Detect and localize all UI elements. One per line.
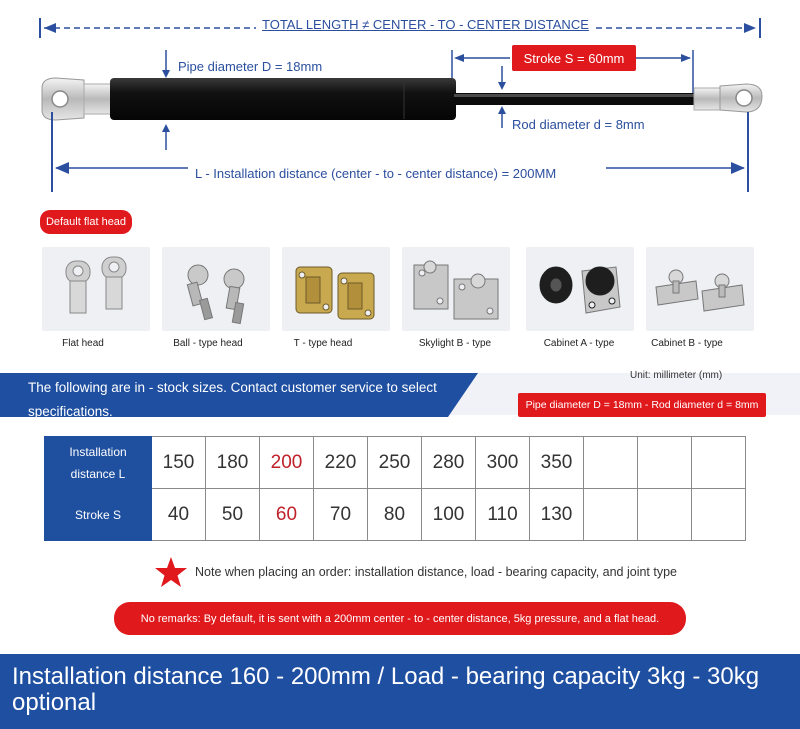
- default-head-badge: Default flat head: [40, 210, 132, 234]
- bottom-banner-text: Installation distance 160 - 200mm / Load - bearing capacity 3kg - 30kg optional: [12, 663, 760, 716]
- t-type-head-caption: T - type head: [293, 338, 353, 349]
- remarks-banner: No remarks: By default, it is sent with a 200mm center - to - center distance, 5kg pressure, and a flat head.: [114, 602, 686, 635]
- table-cell: [692, 489, 746, 541]
- cabinet-b-type-image: [646, 247, 754, 331]
- order-note: Note when placing an order: installation distance, load - bearing capacity, and joint type: [195, 565, 678, 579]
- table-cell: 50: [206, 489, 260, 541]
- table-cell: [638, 489, 692, 541]
- star-icon: [154, 556, 188, 588]
- table-cell: [692, 437, 746, 489]
- table-cell: 250: [368, 437, 422, 489]
- ball-head-image: [162, 247, 270, 331]
- table-cell: [638, 437, 692, 489]
- stroke-header: Stroke S: [45, 489, 152, 541]
- cabinet-b-type-caption: Cabinet B - type: [651, 338, 723, 349]
- table-cell-highlight: 60: [260, 489, 314, 541]
- installation-distance-label: L - Installation distance (center - to - center distance) = 200MM: [195, 166, 557, 181]
- table-cell: 110: [476, 489, 530, 541]
- t-type-head-image: [282, 247, 390, 331]
- table-cell: 70: [314, 489, 368, 541]
- table-cell: 300: [476, 437, 530, 489]
- unit-label: Unit: millimeter (mm): [630, 370, 723, 381]
- cabinet-a-type-caption: Cabinet A - type: [543, 338, 615, 349]
- cabinet-a-type-image: [526, 247, 634, 331]
- flat-head-image: [42, 247, 150, 331]
- installation-distance-header: Installation distance L: [45, 437, 152, 489]
- installation-distance-row: [45, 437, 746, 489]
- skylight-b-type-image: [402, 247, 510, 331]
- gas-spring-image: [42, 78, 762, 120]
- table-cell: [584, 489, 638, 541]
- table-cell: [584, 437, 638, 489]
- rod-diameter-label: Rod diameter d = 8mm: [512, 117, 645, 132]
- table-cell: 180: [206, 437, 260, 489]
- pipe-diameter-label: Pipe diameter D = 18mm: [178, 59, 323, 74]
- spec-badge: Pipe diameter D = 18mm - Rod diameter d = 8mm: [518, 393, 766, 417]
- table-cell: 150: [152, 437, 206, 489]
- skylight-b-type-caption: Skylight B - type: [418, 338, 492, 349]
- stroke-badge: Stroke S = 60mm: [512, 45, 636, 71]
- stroke-row: [45, 489, 746, 541]
- table-cell: 280: [422, 437, 476, 489]
- table-cell: 130: [530, 489, 584, 541]
- table-cell: 220: [314, 437, 368, 489]
- ball-head-caption: Ball - type head: [173, 338, 243, 349]
- table-cell: 100: [422, 489, 476, 541]
- table-cell: 40: [152, 489, 206, 541]
- table-cell: 80: [368, 489, 422, 541]
- table-cell-highlight: 200: [260, 437, 314, 489]
- total-length-label: TOTAL LENGTH ≠ CENTER - TO - CENTER DISTANCE: [262, 17, 589, 32]
- size-table: [44, 436, 746, 541]
- table-cell: 350: [530, 437, 584, 489]
- stock-notice: The following are in - stock sizes. Contact customer service to select specifications.: [28, 380, 437, 419]
- flat-head-caption: Flat head: [62, 338, 104, 349]
